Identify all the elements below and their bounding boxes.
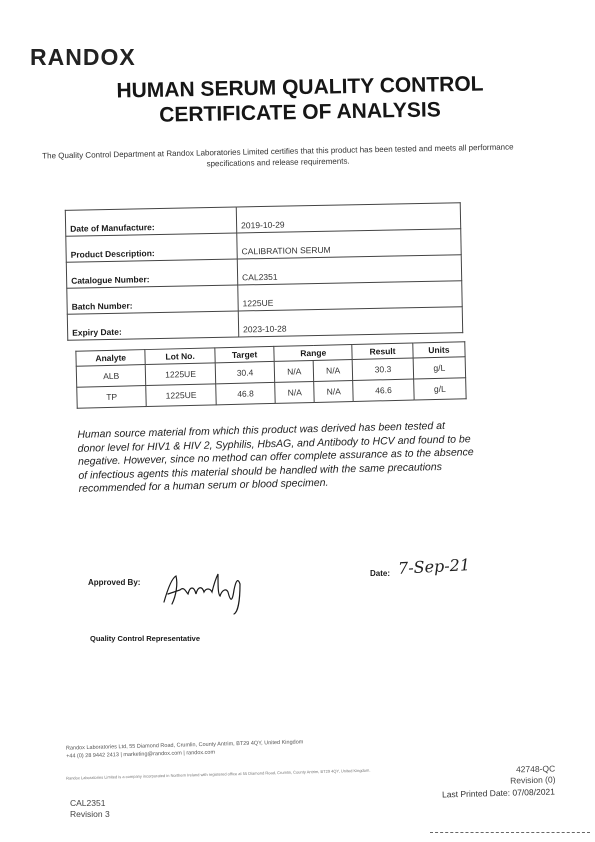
column-header-lot: Lot No. <box>145 348 215 365</box>
batch-number-label: Batch Number: <box>67 285 238 314</box>
column-header-range: Range <box>274 345 352 362</box>
expiry-date-value: 2023-10-28 <box>238 307 462 337</box>
footer-revision: Revision 3 <box>70 809 110 819</box>
date-label: Date: <box>370 569 391 578</box>
units-cell: g/L <box>413 357 466 379</box>
range-low-cell: N/A <box>275 381 314 403</box>
handwritten-date: 7-Sep-21 <box>397 555 471 578</box>
biohazard-notice: Human source material from which this product was derived has been tested at donor level for HIV1 & HIV 2, Syphilis, HbsAG, and Antibody to HCV and found to be negative. However, since no method can offer complete assurance as to the absence of infectious agents this material should be handled with the same precautions recommended for a human serum or blood specimen. <box>77 419 474 495</box>
range-high-cell: N/A <box>314 381 353 403</box>
handwritten-signature <box>158 560 258 616</box>
analyte-results-table <box>75 341 466 409</box>
approved-by-label: Approved By: <box>88 578 141 587</box>
result-cell: 30.3 <box>352 358 413 380</box>
target-cell: 30.4 <box>215 361 275 383</box>
product-description-label: Product Description: <box>66 233 237 262</box>
analyte-cell: ALB <box>76 365 146 388</box>
units-cell: g/L <box>414 378 467 400</box>
document-reference <box>509 763 555 786</box>
contact-line: +44 (0) 28 9442 2413 | marketing@randox.com | randox.com <box>66 749 216 760</box>
lot-cell: 1225UE <box>146 363 216 386</box>
catalogue-number-label: Catalogue Number: <box>66 259 237 288</box>
batch-number-value: 1225UE <box>238 281 462 311</box>
title-line-2: CERTIFICATE OF ANALYSIS <box>158 98 441 127</box>
lot-cell: 1225UE <box>146 384 216 407</box>
result-cell: 46.6 <box>353 379 414 401</box>
footer-catalogue-number: CAL2351 <box>70 798 106 808</box>
product-info-table <box>65 202 463 341</box>
manufacture-date-label: Date of Manufacture: <box>65 207 236 236</box>
product-description-value: CALIBRATION SERUM <box>237 229 461 259</box>
title-line-1: HUMAN SERUM QUALITY CONTROL <box>116 72 484 103</box>
analyte-cell: TP <box>77 386 147 409</box>
certification-statement: The Quality Control Department at Randox Laboratories Limited certifies that this product has been tested and meets all performance specifications and release requirements. <box>42 142 514 169</box>
qc-representative-label: Quality Control Representative <box>90 634 201 643</box>
column-header-analyte: Analyte <box>76 350 146 367</box>
range-high-cell: N/A <box>313 360 352 382</box>
target-cell: 46.8 <box>216 382 276 404</box>
catalogue-number-value: CAL2351 <box>237 255 461 285</box>
column-header-result: Result <box>352 343 413 359</box>
column-header-target: Target <box>215 346 275 362</box>
expiry-date-label: Expiry Date: <box>67 311 238 340</box>
document-number: 42748-QC <box>515 763 555 775</box>
registration-text: Randox Laboratories Limited is a company incorporated in Northern Ireland with registered office at 55 Diamond Road, Crumlin, County Antrim, BT29 4QY, United Kingdom. <box>65 767 371 781</box>
randox-logo: RANDOX <box>30 44 136 70</box>
document-revision: Revision (0) <box>509 774 556 786</box>
last-printed-date: Last Printed Date: 07/08/2021 <box>441 786 556 800</box>
manufacture-date-value: 2019-10-29 <box>236 203 460 233</box>
range-low-cell: N/A <box>275 360 314 382</box>
address-line: Randox Laboratories Ltd, 55 Diamond Road, Crumlin, County Antrim, BT29 4QY, United Kingdom <box>65 739 304 752</box>
footer-catalogue <box>70 798 110 820</box>
column-header-units: Units <box>413 342 465 358</box>
dashed-divider <box>430 832 590 833</box>
company-address <box>66 735 416 760</box>
